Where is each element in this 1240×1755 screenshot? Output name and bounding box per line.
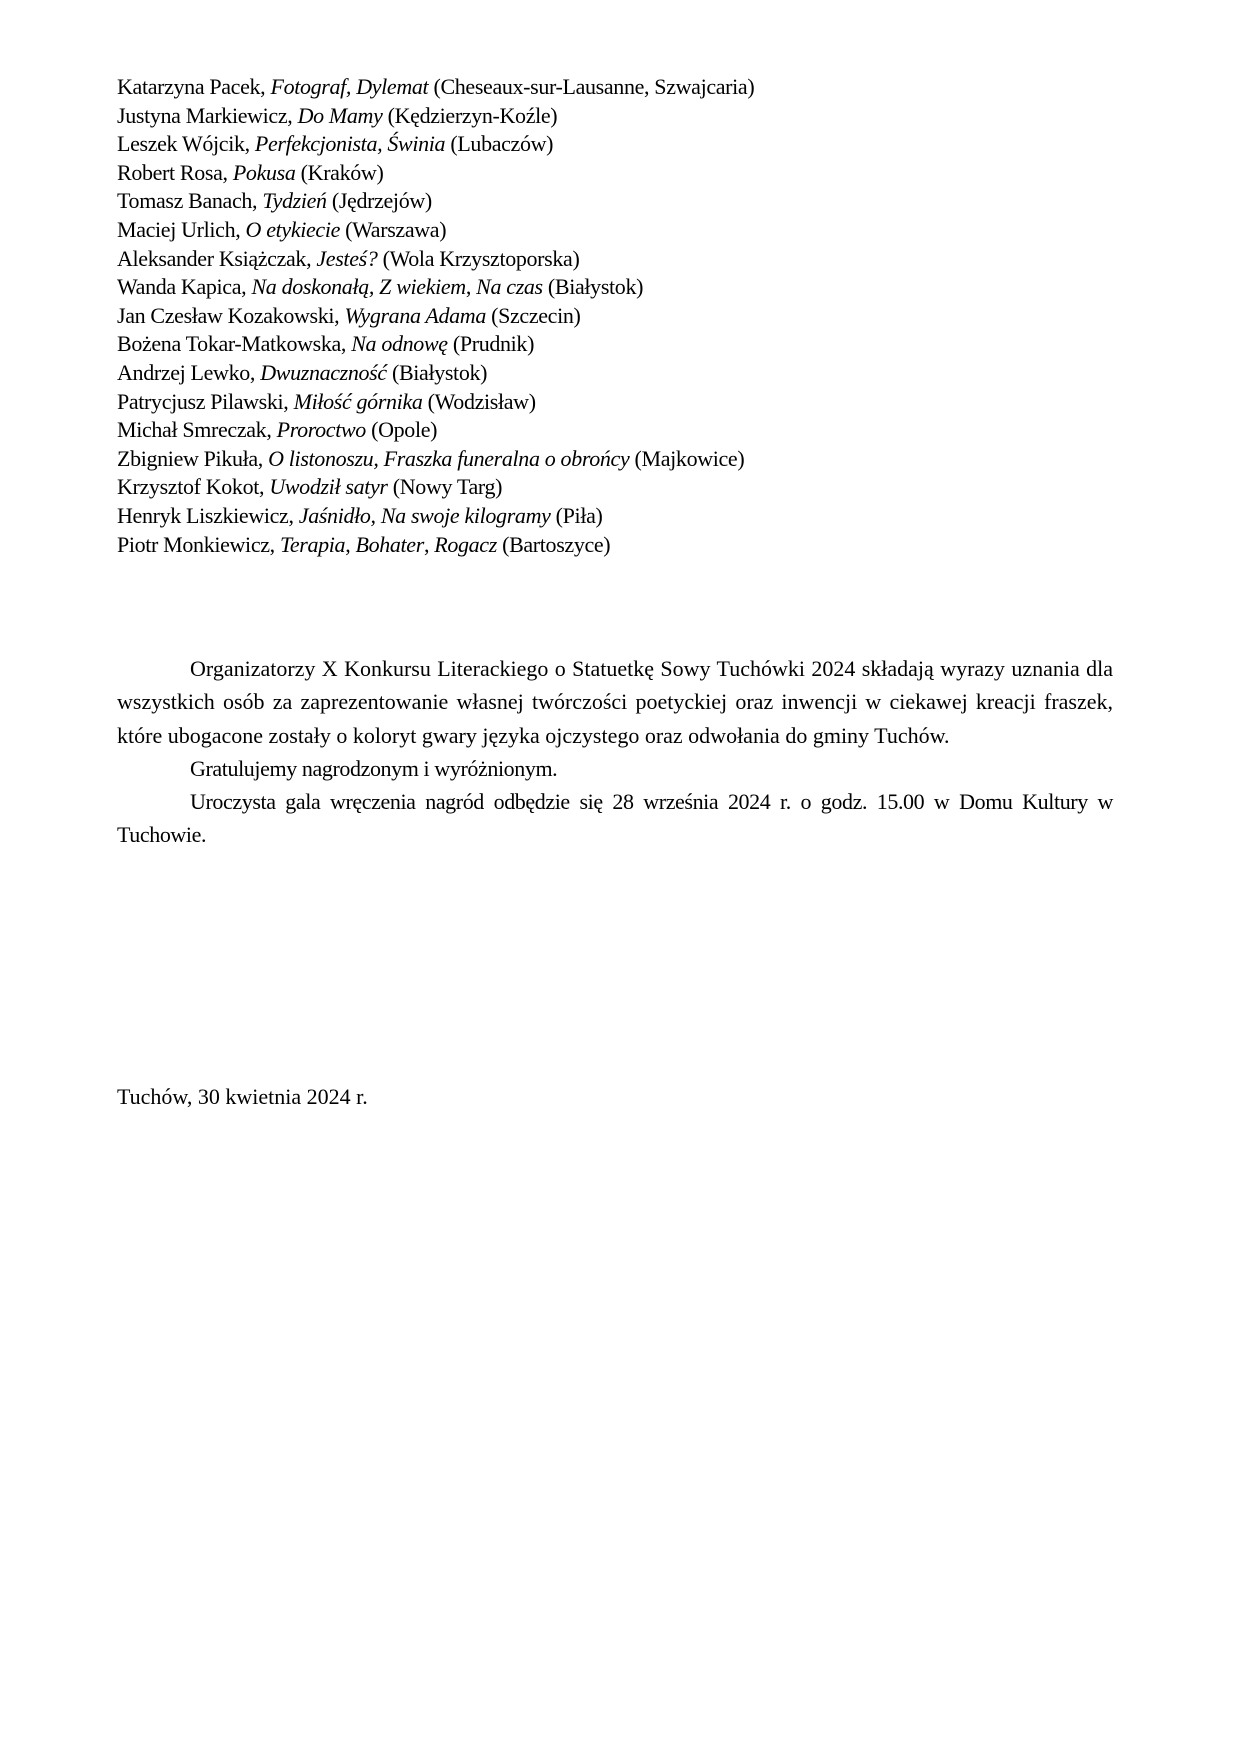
author-name: Tomasz Banach: [117, 188, 253, 214]
work-title: Na odnowę: [351, 331, 448, 357]
author-place: Opole: [378, 417, 431, 443]
work-title: O listonoszu, Fraszka funeralna o obrońcy: [268, 445, 630, 471]
author-name: Andrzej Lewko: [117, 359, 250, 385]
author-place: Wola Krzysztoporska: [389, 245, 573, 271]
author-place: Białystok: [398, 359, 481, 385]
gala-announcement-paragraph: Uroczysta gala wręczenia nagród odbędzie się 28 września 2024 r. o godz. 15.00 w Domu Kultury w Tuchowie.: [117, 789, 1113, 848]
work-title: Na doskonałą, Z wiekiem: [251, 274, 466, 300]
list-item: Piotr Monkiewicz, Terapia, Bohater, Rogacz (Bartoszyce): [117, 531, 611, 557]
work-title: Perfekcjonista, Świnia: [254, 131, 446, 157]
author-place: Prudnik: [459, 331, 528, 357]
work-title: Miłość górnika: [293, 388, 423, 414]
author-name: Patrycjusz Pilawski: [117, 388, 284, 414]
author-name: Henryk Liszkiewicz: [117, 502, 289, 528]
list-item: Bożena Tokar-Matkowska, Na odnowę (Prudnik): [117, 331, 535, 357]
list-item: Zbigniew Pikuła, O listonoszu, Fraszka funeralna o obrońcy (Majkowice): [117, 445, 745, 471]
author-place: Majkowice: [641, 445, 738, 471]
list-item: Krzysztof Kokot, Uwodził satyr (Nowy Targ): [117, 474, 503, 500]
author-place: Szczecin: [498, 302, 574, 328]
author-name: Aleksander Książczak: [117, 245, 307, 271]
author-place: Cheseaux-sur-Lausanne, Szwajcaria: [440, 74, 748, 99]
author-name: Justyna Markiewicz: [117, 102, 288, 128]
author-name: Katarzyna Pacek: [117, 74, 261, 99]
author-name: Robert Rosa: [117, 159, 223, 185]
list-item: Robert Rosa, Pokusa (Kraków): [117, 159, 384, 185]
work-title: Terapia: [279, 531, 346, 557]
acknowledgement-paragraph: Organizatorzy X Konkursu Literackiego o Statuetkę Sowy Tuchówki 2024 składają wyrazy uznania dla wszystkich osób za zaprezentowanie własnej twórczości poetyckiej oraz inwencji w ciekawej kreacji fraszek, które ubogacone zostały o koloryt gwary języka ojczystego oraz odwołania do gminy Tuchów.: [117, 656, 1113, 748]
work-title: Rogacz: [434, 531, 497, 557]
list-item: Justyna Markiewicz, Do Mamy (Kędzierzyn-Koźle): [117, 102, 558, 128]
author-name: Leszek Wójcik: [117, 131, 245, 157]
list-item: Tomasz Banach, Tydzień (Jędrzejów): [117, 188, 432, 214]
list-item: Katarzyna Pacek, Fotograf, Dylemat (Cheseaux-sur-Lausanne, Szwajcaria): [117, 74, 755, 99]
list-item: Aleksander Książczak, Jesteś? (Wola Krzysztoporska): [117, 245, 580, 271]
author-name: Michał Smreczak: [117, 417, 267, 443]
author-name: Piotr Monkiewicz: [117, 531, 270, 557]
work-title: Do Mamy: [297, 102, 383, 128]
list-item: Patrycjusz Pilawski, Miłość górnika (Wodzisław): [117, 388, 536, 414]
author-place: Warszawa: [352, 216, 440, 242]
work-title: Tydzień: [262, 188, 327, 214]
author-name: Jan Czesław Kozakowski: [117, 302, 335, 328]
work-title: Proroctwo: [276, 417, 366, 443]
author-name: Wanda Kapica: [117, 274, 242, 300]
work-title: Jesteś?: [316, 245, 378, 271]
work-title: Uwodził satyr: [269, 474, 388, 500]
list-item: Michał Smreczak, Proroctwo (Opole): [117, 417, 438, 443]
author-name: Bożena Tokar-Matkowska: [117, 331, 341, 357]
author-name: Maciej Urlich: [117, 216, 236, 242]
author-place: Wodzisław: [434, 388, 529, 414]
list-item: Andrzej Lewko, Dwuznaczność (Białystok): [117, 359, 488, 385]
closing-paragraphs: [117, 652, 1113, 852]
laureates-list: [117, 73, 1117, 559]
author-place: Kraków: [307, 159, 377, 185]
work-title: Jaśnidło, Na swoje kilogramy: [298, 502, 551, 528]
work-title: Pokusa: [232, 159, 296, 185]
author-place: Jędrzejów: [338, 188, 425, 214]
place-and-date: Tuchów, 30 kwietnia 2024 r.: [117, 1084, 368, 1109]
author-place: Bartoszyce: [509, 531, 604, 557]
author-place: Piła: [562, 502, 596, 528]
work-title: Fotograf, Dylemat: [270, 74, 429, 99]
list-item: Wanda Kapica, Na doskonałą, Z wiekiem, Na czas (Białystok): [117, 274, 644, 300]
author-name: Krzysztof Kokot: [117, 474, 259, 500]
author-place: Białystok: [554, 274, 637, 300]
list-item: Maciej Urlich, O etykiecie (Warszawa): [117, 216, 447, 242]
list-item: Henryk Liszkiewicz, Jaśnidło, Na swoje kilogramy (Piła): [117, 502, 603, 528]
author-place: Kędzierzyn-Koźle: [394, 102, 551, 128]
work-title: Wygrana Adama: [344, 302, 486, 328]
author-name: Zbigniew Pikuła: [117, 445, 258, 471]
congratulations-paragraph: Gratulujemy nagrodzonym i wyróżnionym.: [190, 755, 558, 781]
work-title: Bohater: [355, 531, 424, 557]
list-item: Jan Czesław Kozakowski, Wygrana Adama (Szczecin): [117, 302, 581, 328]
work-title: Na czas: [476, 274, 543, 300]
list-item: Leszek Wójcik, Perfekcjonista, Świnia (Lubaczów): [117, 131, 554, 157]
work-title: Dwuznaczność: [260, 359, 387, 385]
work-title: O etykiecie: [245, 216, 341, 242]
author-place: Lubaczów: [457, 131, 547, 157]
author-place: Nowy Targ: [399, 474, 496, 500]
